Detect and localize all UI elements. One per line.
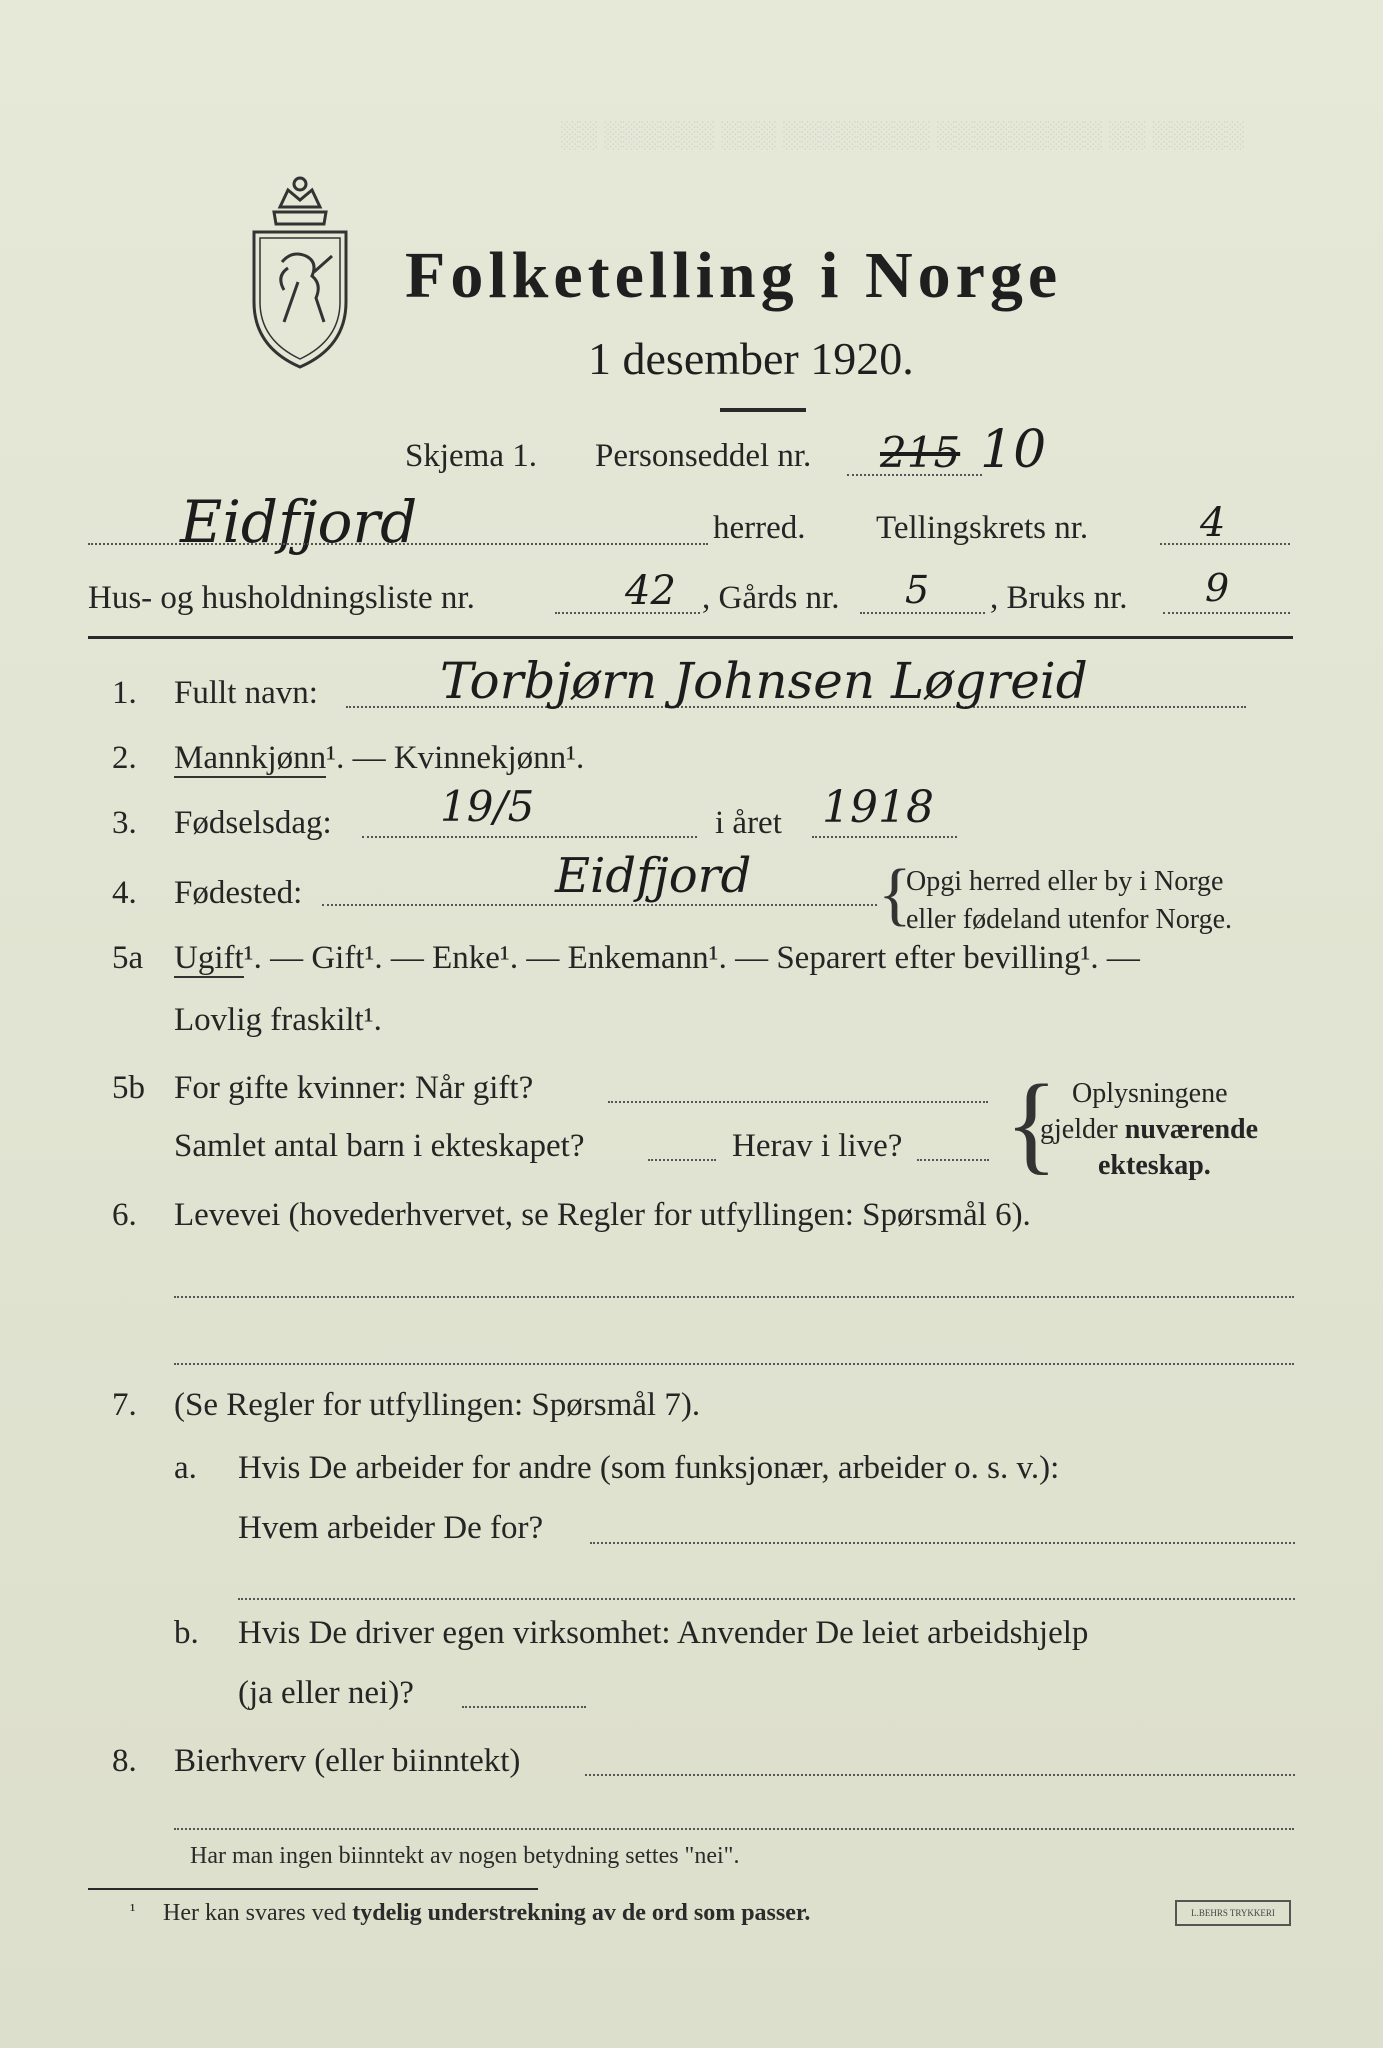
norway-coat-of-arms-icon [240,172,360,372]
q2-separator: ¹. — [326,740,394,776]
q5b-note-nuvaerende: nuværende [1124,1114,1259,1145]
q7b-answer-dots [462,1706,586,1708]
q4-number: 4. [112,875,137,911]
footnote-divider [88,1888,538,1890]
personseddel-struck-value: 215 [880,428,961,477]
footnote-marker: ¹ [130,1900,136,1920]
q2-end: ¹. [566,740,585,776]
tellingskrets-value: 4 [1200,500,1226,546]
q3-dots [362,836,697,838]
bleed-through-text: ░░ ░░░░░░ ░░░ ░░░░░░░░ ░░░░░░░░░ ░░ ░░░░░ [560,120,1244,149]
q5b-number: 5b [112,1070,145,1106]
herred-label: herred. [713,510,806,546]
husliste-label: Hus- og husholdningsliste nr. [88,580,475,616]
bruks-dots [1163,612,1290,614]
q6-number: 6. [112,1197,137,1233]
q5b-alive-dots [917,1159,989,1161]
tellingskrets-label: Tellingskrets nr. [876,510,1089,546]
q4-note-line1: Opgi herred eller by i Norge [906,866,1224,897]
q2-options [174,740,584,777]
herred-value: Eidfjord [180,488,418,556]
q5a-number: 5a [112,940,144,976]
q7-label: (Se Regler for utfyllingen: Spørsmål 7). [174,1387,701,1423]
footnote-text [163,1900,810,1927]
q7a-line2: Hvem arbeider De for? [238,1510,544,1546]
q5a-line2: Lovlig fraskilt¹. [174,1002,382,1038]
q4-label: Fødested: [174,875,303,911]
personseddel-label: Personseddel nr. [595,438,812,474]
q5b-when-dots [608,1101,988,1103]
gards-value: 5 [905,568,930,612]
header-divider [88,636,1293,639]
page-subtitle: 1 desember 1920. [588,333,914,384]
q7a-number: a. [174,1450,197,1486]
q7a-answer-dots-2 [238,1598,1295,1600]
q3-year-label: i året [715,805,782,841]
footer-nei-note: Har man ingen biinntekt av nogen betydning settes "nei". [190,1843,740,1869]
q6-answer-dots-2 [174,1363,1294,1365]
footnote-text-a: Her kan svares ved [163,1900,353,1926]
q5b-children-dots [648,1159,716,1161]
q5b-note-line1: Oplysningene [1072,1078,1228,1109]
q8-answer-dots-1 [585,1774,1295,1776]
page-title: Folketelling i Norge [405,239,1063,312]
q5b-note-gjelder: gjelder [1040,1114,1125,1145]
q8-label: Bierhverv (eller biinntekt) [174,1743,521,1779]
skjema-label: Skjema 1. [405,438,537,474]
q5b-children-label: Samlet antal barn i ekteskapet? [174,1128,585,1164]
q1-full-name-value: Torbjørn Johnsen Løgreid [440,652,1088,710]
q8-number: 8. [112,1743,137,1779]
q5a-other-options: ¹. — Gift¹. — Enke¹. — Enkemann¹. — Separert efter bevilling¹. — [243,940,1140,976]
q7-number: 7. [112,1387,137,1423]
q2-number: 2. [112,740,137,776]
q5b-line1: For gifte kvinner: Når gift? [174,1070,534,1106]
q4-note-line2: eller fødeland utenfor Norge. [906,904,1233,935]
husliste-value: 42 [625,568,676,614]
title-divider [720,408,806,412]
gards-dots [860,612,985,614]
q5a-options [174,940,1140,977]
q7b-number: b. [174,1615,199,1651]
q7b-line2: (ja eller nei)? [238,1675,414,1711]
q1-label: Fullt navn: [174,675,318,711]
q5a-ugift-option: Ugift [174,940,244,976]
q6-answer-dots-1 [174,1296,1294,1298]
gards-label: , Gårds nr. [702,580,840,616]
q2-female-option: Kvinnekjønn [393,740,567,776]
q8-answer-dots-2 [174,1828,1294,1830]
printer-stamp [1175,1900,1291,1926]
printer-mark: L.BEHRS TRYKKERI [1191,1908,1275,1918]
q3-year-dots [812,836,957,838]
q6-label: Levevei (hovederhvervet, se Regler for utfyllingen: Spørsmål 6). [174,1197,1031,1233]
q5b-brace: { [1005,1062,1058,1184]
q3-label: Fødselsdag: [174,805,332,841]
q3-year-value: 1918 [822,782,934,833]
q7b-line1: Hvis De driver egen virksomhet: Anvender De leiet arbeidshjelp [238,1615,1089,1651]
q2-male-option: Mannkjønn [174,740,327,776]
q4-dots [322,904,877,906]
bruks-label: , Bruks nr. [990,580,1128,616]
herred-dots [88,543,708,545]
q5b-note-line3: ekteskap. [1098,1150,1211,1181]
q4-brace: { [878,856,912,933]
bruks-value: 9 [1205,566,1230,610]
q3-birthday-value: 19/5 [440,782,535,831]
q5b-note-line2 [1040,1114,1258,1146]
q7a-answer-dots-1 [590,1542,1295,1544]
q1-number: 1. [112,675,137,711]
q3-number: 3. [112,805,137,841]
q4-birthplace-value: Eidfjord [555,848,752,904]
q7a-line1: Hvis De arbeider for andre (som funksjonær, arbeider o. s. v.): [238,1450,1060,1486]
q5b-alive-label: Herav i live? [732,1128,903,1164]
personseddel-value: 10 [980,420,1047,480]
footnote-text-b: tydelig understrekning av de ord som passer. [352,1900,811,1926]
